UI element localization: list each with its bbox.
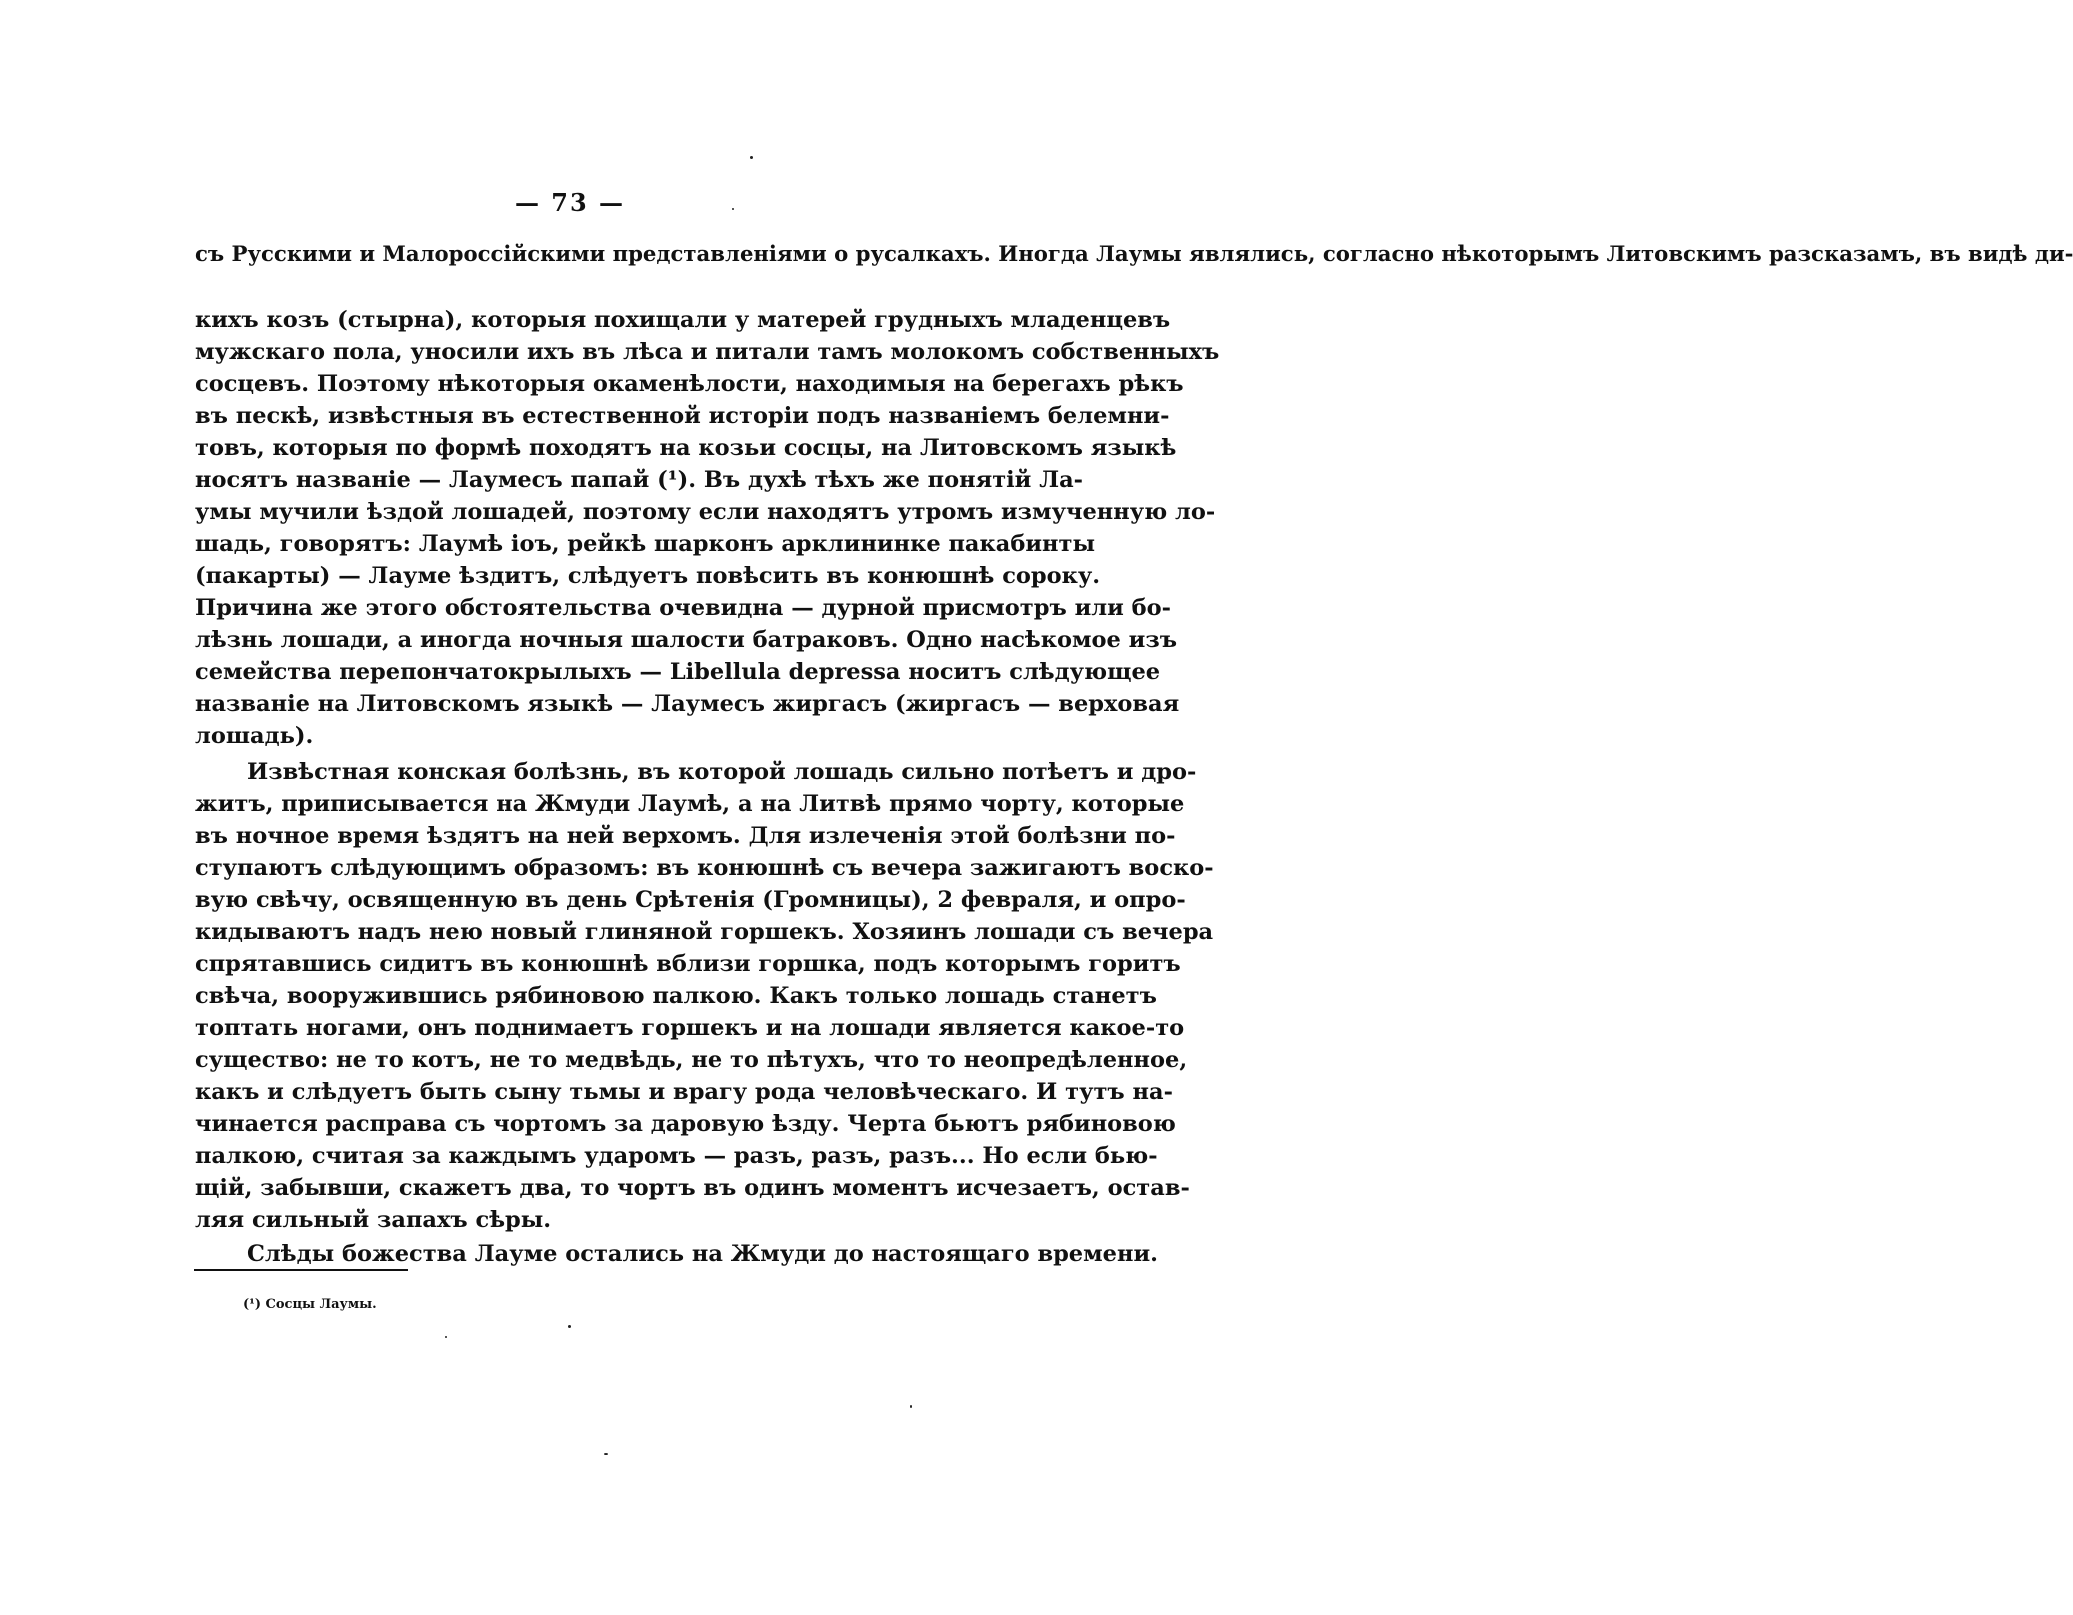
text-line-21: кидываютъ надъ нею новый глиняной горшекъ. Хозяинъ лошади съ вечера <box>195 919 1214 945</box>
text-line-1: съ Русскими и Малороссійскими представленіями о русалкахъ. Иногда Лаумы являлись, согласно нѣкоторымъ Литовскимъ разсказамъ, въ видѣ ди- <box>195 241 2073 266</box>
text-line-15: лошадь). <box>195 723 314 749</box>
text-line-11: Причина же этого обстоятельства очевидна — дурной присмотръ или бо- <box>195 595 1172 621</box>
text-line-23: свѣча, вооружившись рябиновою палкою. Какъ только лошадь станетъ <box>195 983 1157 1009</box>
text-line-6: товъ, которыя по формѣ походятъ на козьи сосцы, на Литовскомъ языкѣ <box>195 435 1177 461</box>
scan-speck <box>604 1453 608 1455</box>
text-line-9: шадь, говорятъ: Лаумѣ іоъ, рейкѣ шарконъ арклининке пакабинты <box>195 531 1095 557</box>
text-line-18: въ ночное время ѣздятъ на ней верхомъ. Для излеченія этой болѣзни по- <box>195 823 1176 849</box>
text-line-4: сосцевъ. Поэтому нѣкоторыя окаменѣлости, находимыя на берегахъ рѣкъ <box>195 371 1184 397</box>
page-number: — 73 — <box>514 188 626 217</box>
text-line-2: кихъ козъ (стырна), которыя похищали у матерей грудныхъ младенцевъ <box>195 307 1171 333</box>
scan-speck <box>910 1405 912 1408</box>
text-line-17: житъ, приписывается на Жмуди Лаумѣ, а на Литвѣ прямо чорту, которые <box>195 791 1185 817</box>
text-line-13: семейства перепончатокрылыхъ — Libellula depressa носитъ слѣдующее <box>195 659 1161 685</box>
text-line-10: (пакарты) — Лауме ѣздитъ, слѣдуетъ повѣсить въ конюшнѣ сороку. <box>195 563 1101 589</box>
footnote-rule <box>194 1269 408 1271</box>
text-line-14: названіе на Литовскомъ языкѣ — Лаумесъ жиргасъ (жиргасъ — верховая <box>195 691 1180 717</box>
text-line-22: спрятавшись сидитъ въ конюшнѣ вблизи горшка, подъ которымъ горитъ <box>195 951 1181 977</box>
text-line-28: палкою, считая за каждымъ ударомъ — разъ, разъ, разъ... Но если бью- <box>195 1143 1158 1169</box>
scan-speck <box>732 208 734 210</box>
text-line-29: щій, забывши, скажетъ два, то чортъ въ одинъ моментъ исчезаетъ, остав- <box>195 1175 1190 1201</box>
text-line-26: какъ и слѣдуетъ быть сыну тьмы и врагу рода человѣческаго. И тутъ на- <box>195 1079 1173 1105</box>
text-line-20: вую свѣчу, освященную въ день Срѣтенія (Громницы), 2 февраля, и опро- <box>195 887 1186 913</box>
footnote: (¹) Сосцы Лаумы. <box>243 1297 377 1312</box>
text-line-16: Извѣстная конская болѣзнь, въ которой лошадь сильно потѣетъ и дро- <box>247 759 1197 785</box>
text-line-19: ступаютъ слѣдующимъ образомъ: въ конюшнѣ съ вечера зажигаютъ воско- <box>195 855 1214 881</box>
text-line-5: въ пескѣ, извѣстныя въ естественной исторіи подъ названіемъ белемни- <box>195 403 1170 429</box>
text-line-30: ляя сильный запахъ сѣры. <box>195 1207 552 1233</box>
text-line-27: чинается расправа съ чортомъ за даровую ѣзду. Черта бьютъ рябиновою <box>195 1111 1176 1137</box>
text-line-31: Слѣды божества Лауме остались на Жмуди до настоящаго времени. <box>247 1241 1158 1267</box>
text-line-8: умы мучили ѣздой лошадей, поэтому если находятъ утромъ измученную ло- <box>195 499 1216 525</box>
scan-speck <box>750 156 753 159</box>
text-line-7: носятъ названіе — Лаумесъ папай (¹). Въ духѣ тѣхъ же понятій Ла- <box>195 467 1084 493</box>
text-line-3: мужскаго пола, уносили ихъ въ лѣса и питали тамъ молокомъ собственныхъ <box>195 339 1220 365</box>
scan-speck <box>445 1336 447 1338</box>
text-line-24: топтать ногами, онъ поднимаетъ горшекъ и на лошади является какое-то <box>195 1015 1185 1041</box>
text-line-12: лѣзнь лошади, а иногда ночныя шалости батраковъ. Одно насѣкомое изъ <box>195 627 1177 653</box>
scan-speck <box>568 1325 571 1328</box>
text-line-25: существо: не то котъ, не то медвѣдь, не то пѣтухъ, что то неопредѣленное, <box>195 1047 1188 1073</box>
